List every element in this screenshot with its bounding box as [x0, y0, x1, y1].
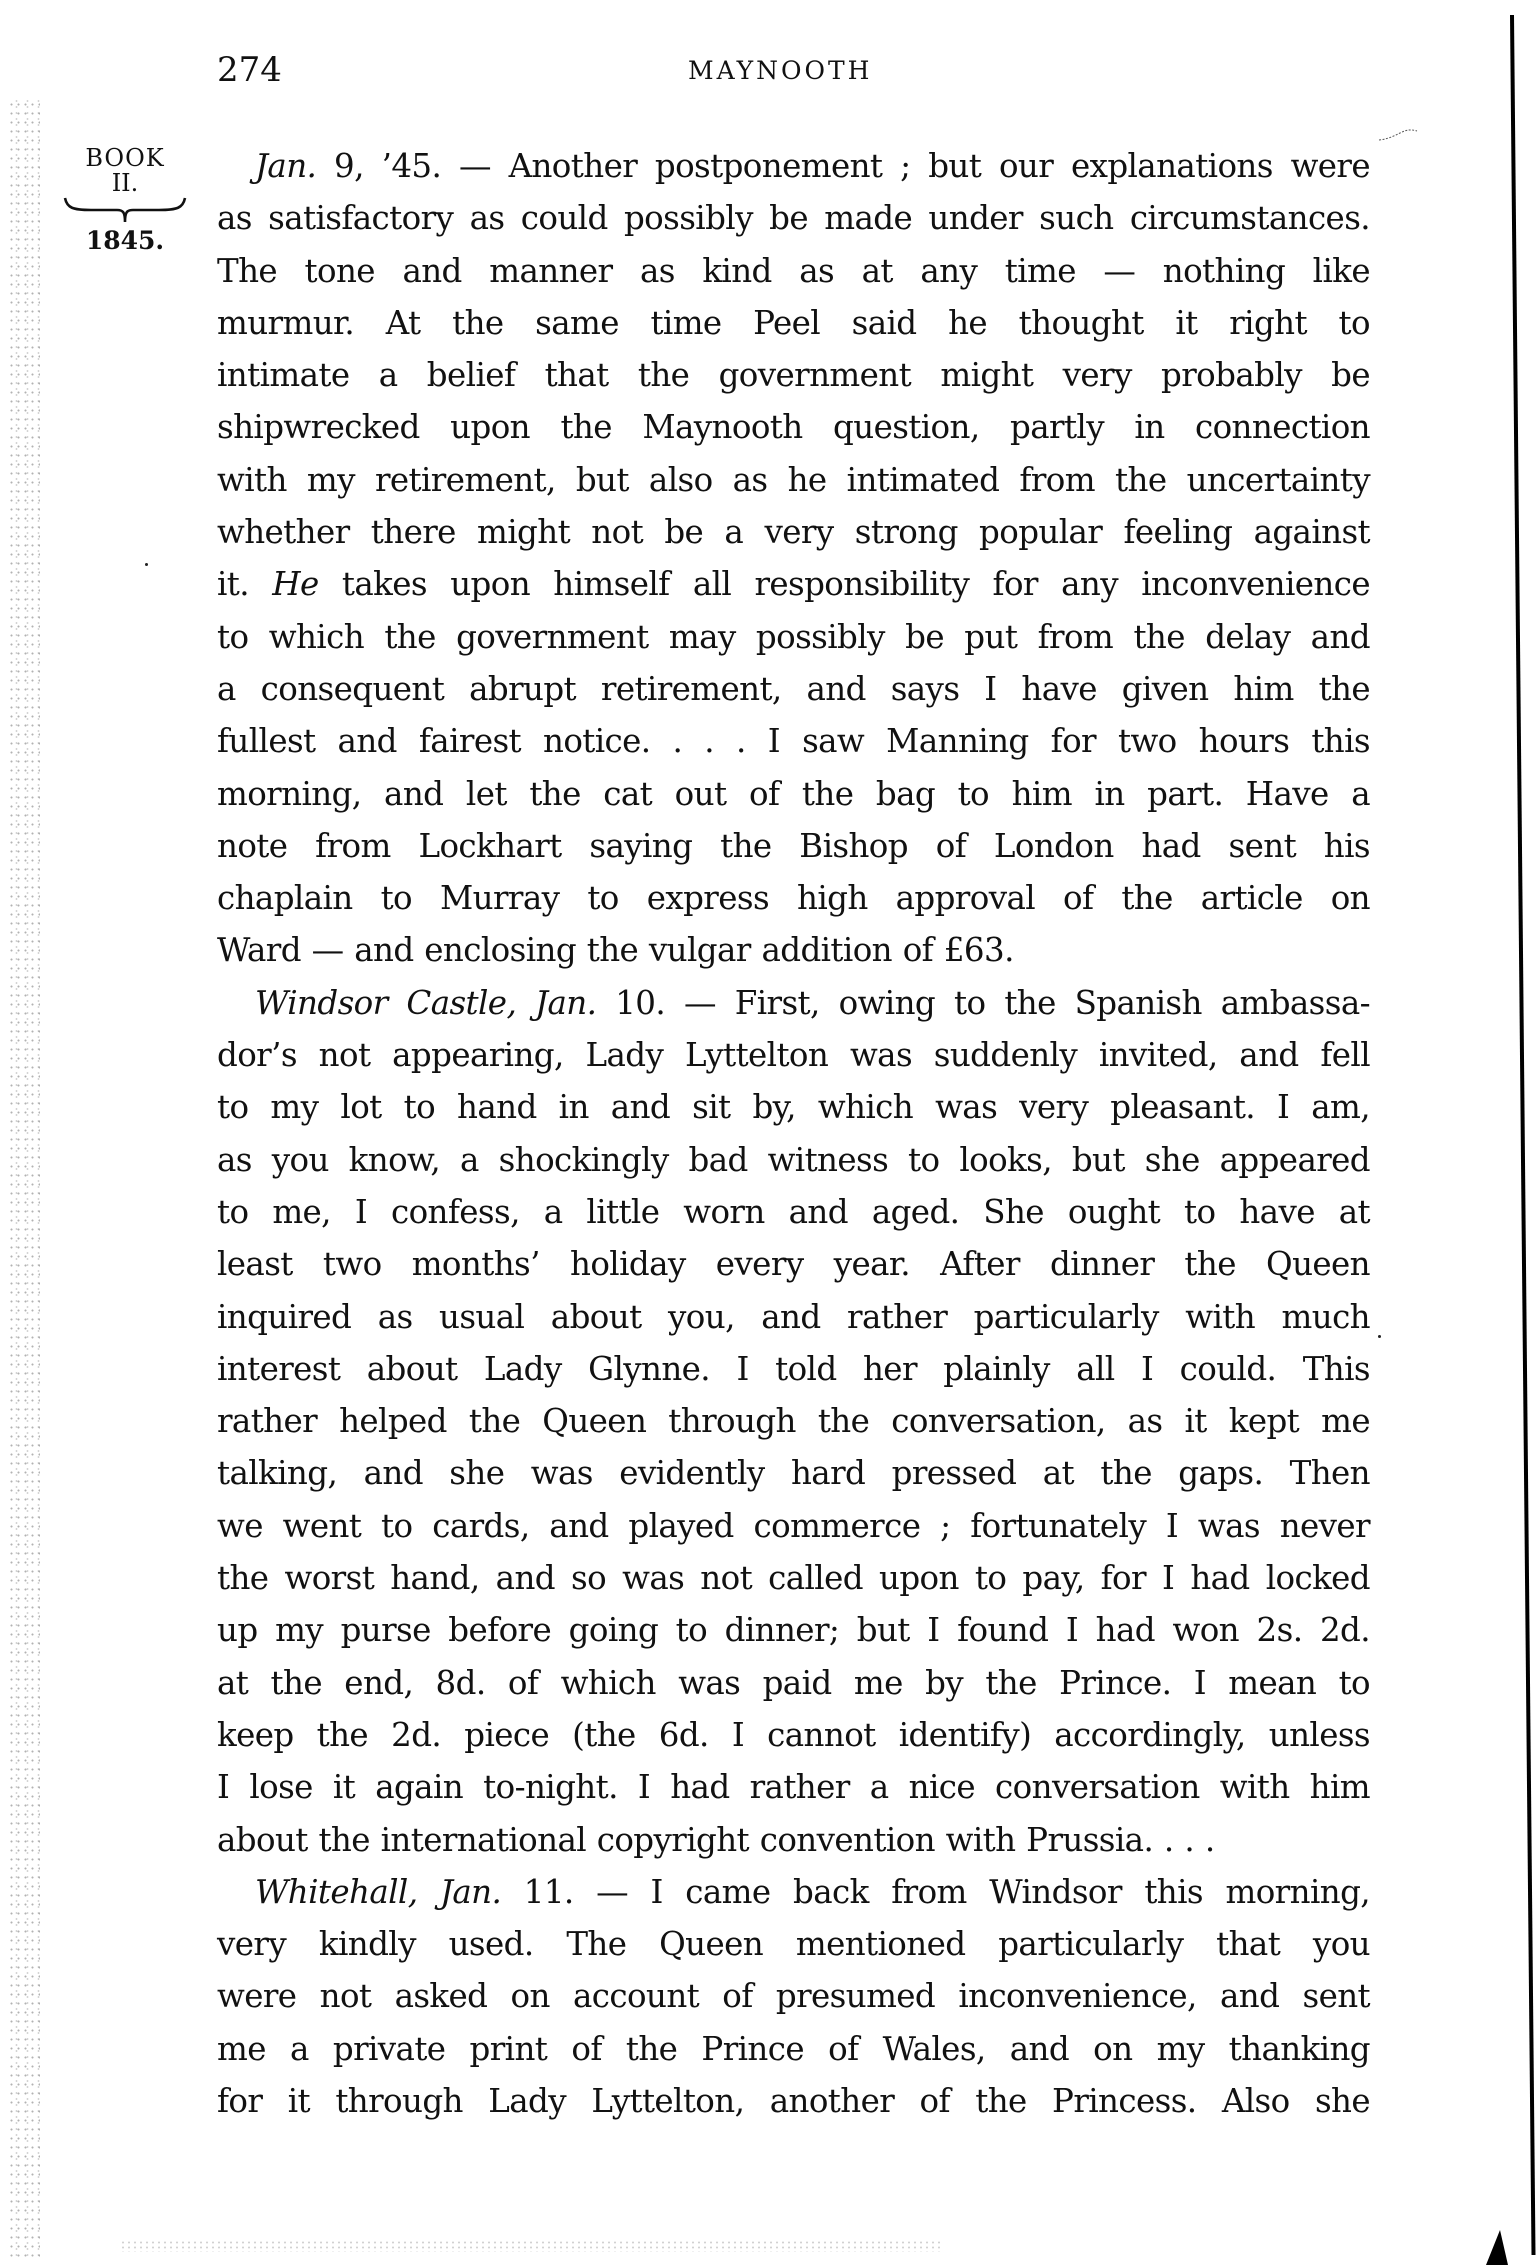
text-line — [217, 977, 1370, 1029]
body-text — [217, 140, 1370, 2127]
text-line — [217, 1814, 1370, 1866]
text-line — [217, 715, 1370, 767]
text-line — [217, 663, 1370, 715]
text-line — [217, 1761, 1370, 1813]
text-line — [217, 506, 1370, 558]
curly-brace-icon — [61, 196, 189, 224]
text-line — [217, 1970, 1370, 2022]
text-segment: with my retirement, but also as he intimated from the uncertainty — [217, 460, 1370, 499]
text-segment: up my purse before going to dinner; but I found I had won 2s. 2d. — [217, 1611, 1370, 1650]
text-segment: inquired as usual about you, and rather particularly with much — [217, 1297, 1370, 1336]
text-segment: to which the government may possibly be put from the delay and — [217, 617, 1370, 656]
text-segment: morning, and let the cat out of the bag to him in part. Have a — [217, 774, 1370, 813]
text-line — [217, 1291, 1370, 1343]
text-segment: the worst hand, and so was not called upon to pay, for I had locked — [217, 1559, 1370, 1598]
text-line — [217, 1447, 1370, 1499]
italic-text: He — [272, 565, 319, 604]
text-line — [217, 1343, 1370, 1395]
text-segment: for it through Lady Lyttelton, another of the Princess. Also she — [217, 2081, 1370, 2120]
sidenote-book-label: BOOK — [85, 144, 165, 172]
text-line — [217, 820, 1370, 872]
running-head — [0, 50, 1540, 90]
margin-sidenote — [60, 144, 190, 258]
text-segment: were not asked on account of presumed inconvenience, and sent — [217, 1977, 1370, 2016]
text-segment: to my lot to hand in and sit by, which was very pleasant. I am, — [217, 1088, 1370, 1127]
text-line — [217, 1186, 1370, 1238]
text-segment: it. — [217, 565, 273, 604]
text-line — [217, 245, 1370, 297]
text-segment: least two months’ holiday every year. After dinner the Queen — [217, 1245, 1370, 1284]
text-segment: takes upon himself all responsibility for any inconvenience — [318, 565, 1370, 604]
text-segment: at the end, 8d. of which was paid me by the Prince. I mean to — [217, 1663, 1370, 1702]
text-line — [217, 1604, 1370, 1656]
stray-dot — [145, 563, 148, 566]
text-segment: murmur. At the same time Peel said he thought it right to — [217, 303, 1370, 342]
text-segment: I lose it again to-night. I had rather a nice conversation with him — [217, 1768, 1370, 1807]
text-segment: chaplain to Murray to express high approval of the article on — [217, 879, 1370, 918]
text-line — [217, 192, 1370, 244]
text-segment: as satisfactory as could possibly be made under such circumstances. — [217, 199, 1370, 238]
text-line — [217, 2023, 1370, 2075]
text-line — [217, 1552, 1370, 1604]
sidenote-year: 1845. — [85, 226, 165, 255]
text-line — [217, 1395, 1370, 1447]
text-line — [217, 558, 1370, 610]
stray-dot — [1378, 1335, 1381, 1338]
scan-binding-edge-foot — [1486, 2230, 1508, 2265]
text-line — [217, 140, 1370, 192]
text-segment: The tone and manner as kind as at any time — nothing like — [217, 251, 1370, 290]
text-line — [217, 1657, 1370, 1709]
text-segment: 10. — First, owing to the Spanish ambassa- — [596, 983, 1370, 1022]
italic-text: Whitehall, Jan. — [255, 1872, 502, 1911]
text-segment: note from Lockhart saying the Bishop of London had sent his — [217, 826, 1370, 865]
text-line — [217, 1709, 1370, 1761]
text-line — [217, 401, 1370, 453]
page-number: 274 — [217, 50, 282, 90]
text-line — [217, 297, 1370, 349]
text-segment: 9, ’45. — Another postponement ; but our explanations were — [316, 147, 1370, 185]
text-segment: interest about Lady Glynne. I told her plainly all I could. This — [217, 1349, 1370, 1388]
text-line — [217, 872, 1370, 924]
text-segment: a consequent abrupt retirement, and says I have given him the — [217, 669, 1370, 708]
text-segment: shipwrecked upon the Maynooth question, partly in connection — [217, 408, 1370, 447]
italic-text: Windsor Castle, Jan. — [255, 983, 597, 1022]
text-line — [217, 1029, 1370, 1081]
text-segment: whether there might not be a very strong popular feeling against — [217, 513, 1370, 552]
scan-binding-edge — [1510, 15, 1536, 2255]
scan-bottom-speckle — [120, 2240, 940, 2252]
text-line — [217, 1500, 1370, 1552]
text-line — [217, 349, 1370, 401]
text-line — [217, 1918, 1370, 1970]
text-segment: dor’s not appearing, Lady Lyttelton was suddenly invited, and fell — [217, 1036, 1370, 1075]
text-segment: as you know, a shockingly bad witness to looks, but she appeared — [217, 1140, 1370, 1179]
text-line — [217, 768, 1370, 820]
text-segment: keep the 2d. piece (the 6d. I cannot identify) accordingly, unless — [217, 1715, 1370, 1754]
text-line — [217, 1866, 1370, 1918]
italic-text: Jan. — [255, 147, 317, 185]
sidenote-book-number: II. — [111, 169, 139, 197]
text-segment: Ward — and enclosing the vulgar addition of £63. — [217, 931, 1014, 970]
text-segment: intimate a belief that the government might very probably be — [217, 356, 1370, 395]
text-segment: to me, I confess, a little worn and aged. She ought to have at — [217, 1192, 1370, 1231]
running-title: MAYNOOTH — [688, 56, 873, 85]
text-segment: fullest and fairest notice. . . . I saw Manning for two hours this — [217, 722, 1370, 761]
text-segment: very kindly used. The Queen mentioned particularly that you — [217, 1925, 1370, 1964]
text-segment: rather helped the Queen through the conversation, as it kept me — [217, 1402, 1370, 1441]
text-line — [217, 1081, 1370, 1133]
text-line — [217, 454, 1370, 506]
text-line — [217, 611, 1370, 663]
text-segment: me a private print of the Prince of Wales, and on my thanking — [217, 2029, 1370, 2068]
text-segment: about the international copyright convention with Prussia. . . . — [217, 1820, 1215, 1859]
text-line — [217, 924, 1370, 976]
text-line — [217, 1238, 1370, 1290]
scan-gutter-speckle — [8, 100, 40, 2260]
text-segment: 11. — I came back from Windsor this morning, — [501, 1872, 1371, 1911]
text-segment: we went to cards, and played commerce ; fortunately I was never — [217, 1506, 1370, 1545]
stray-pen-mark — [1378, 128, 1418, 142]
text-line — [217, 2075, 1370, 2127]
text-line — [217, 1134, 1370, 1186]
text-segment: talking, and she was evidently hard pressed at the gaps. Then — [217, 1454, 1370, 1493]
